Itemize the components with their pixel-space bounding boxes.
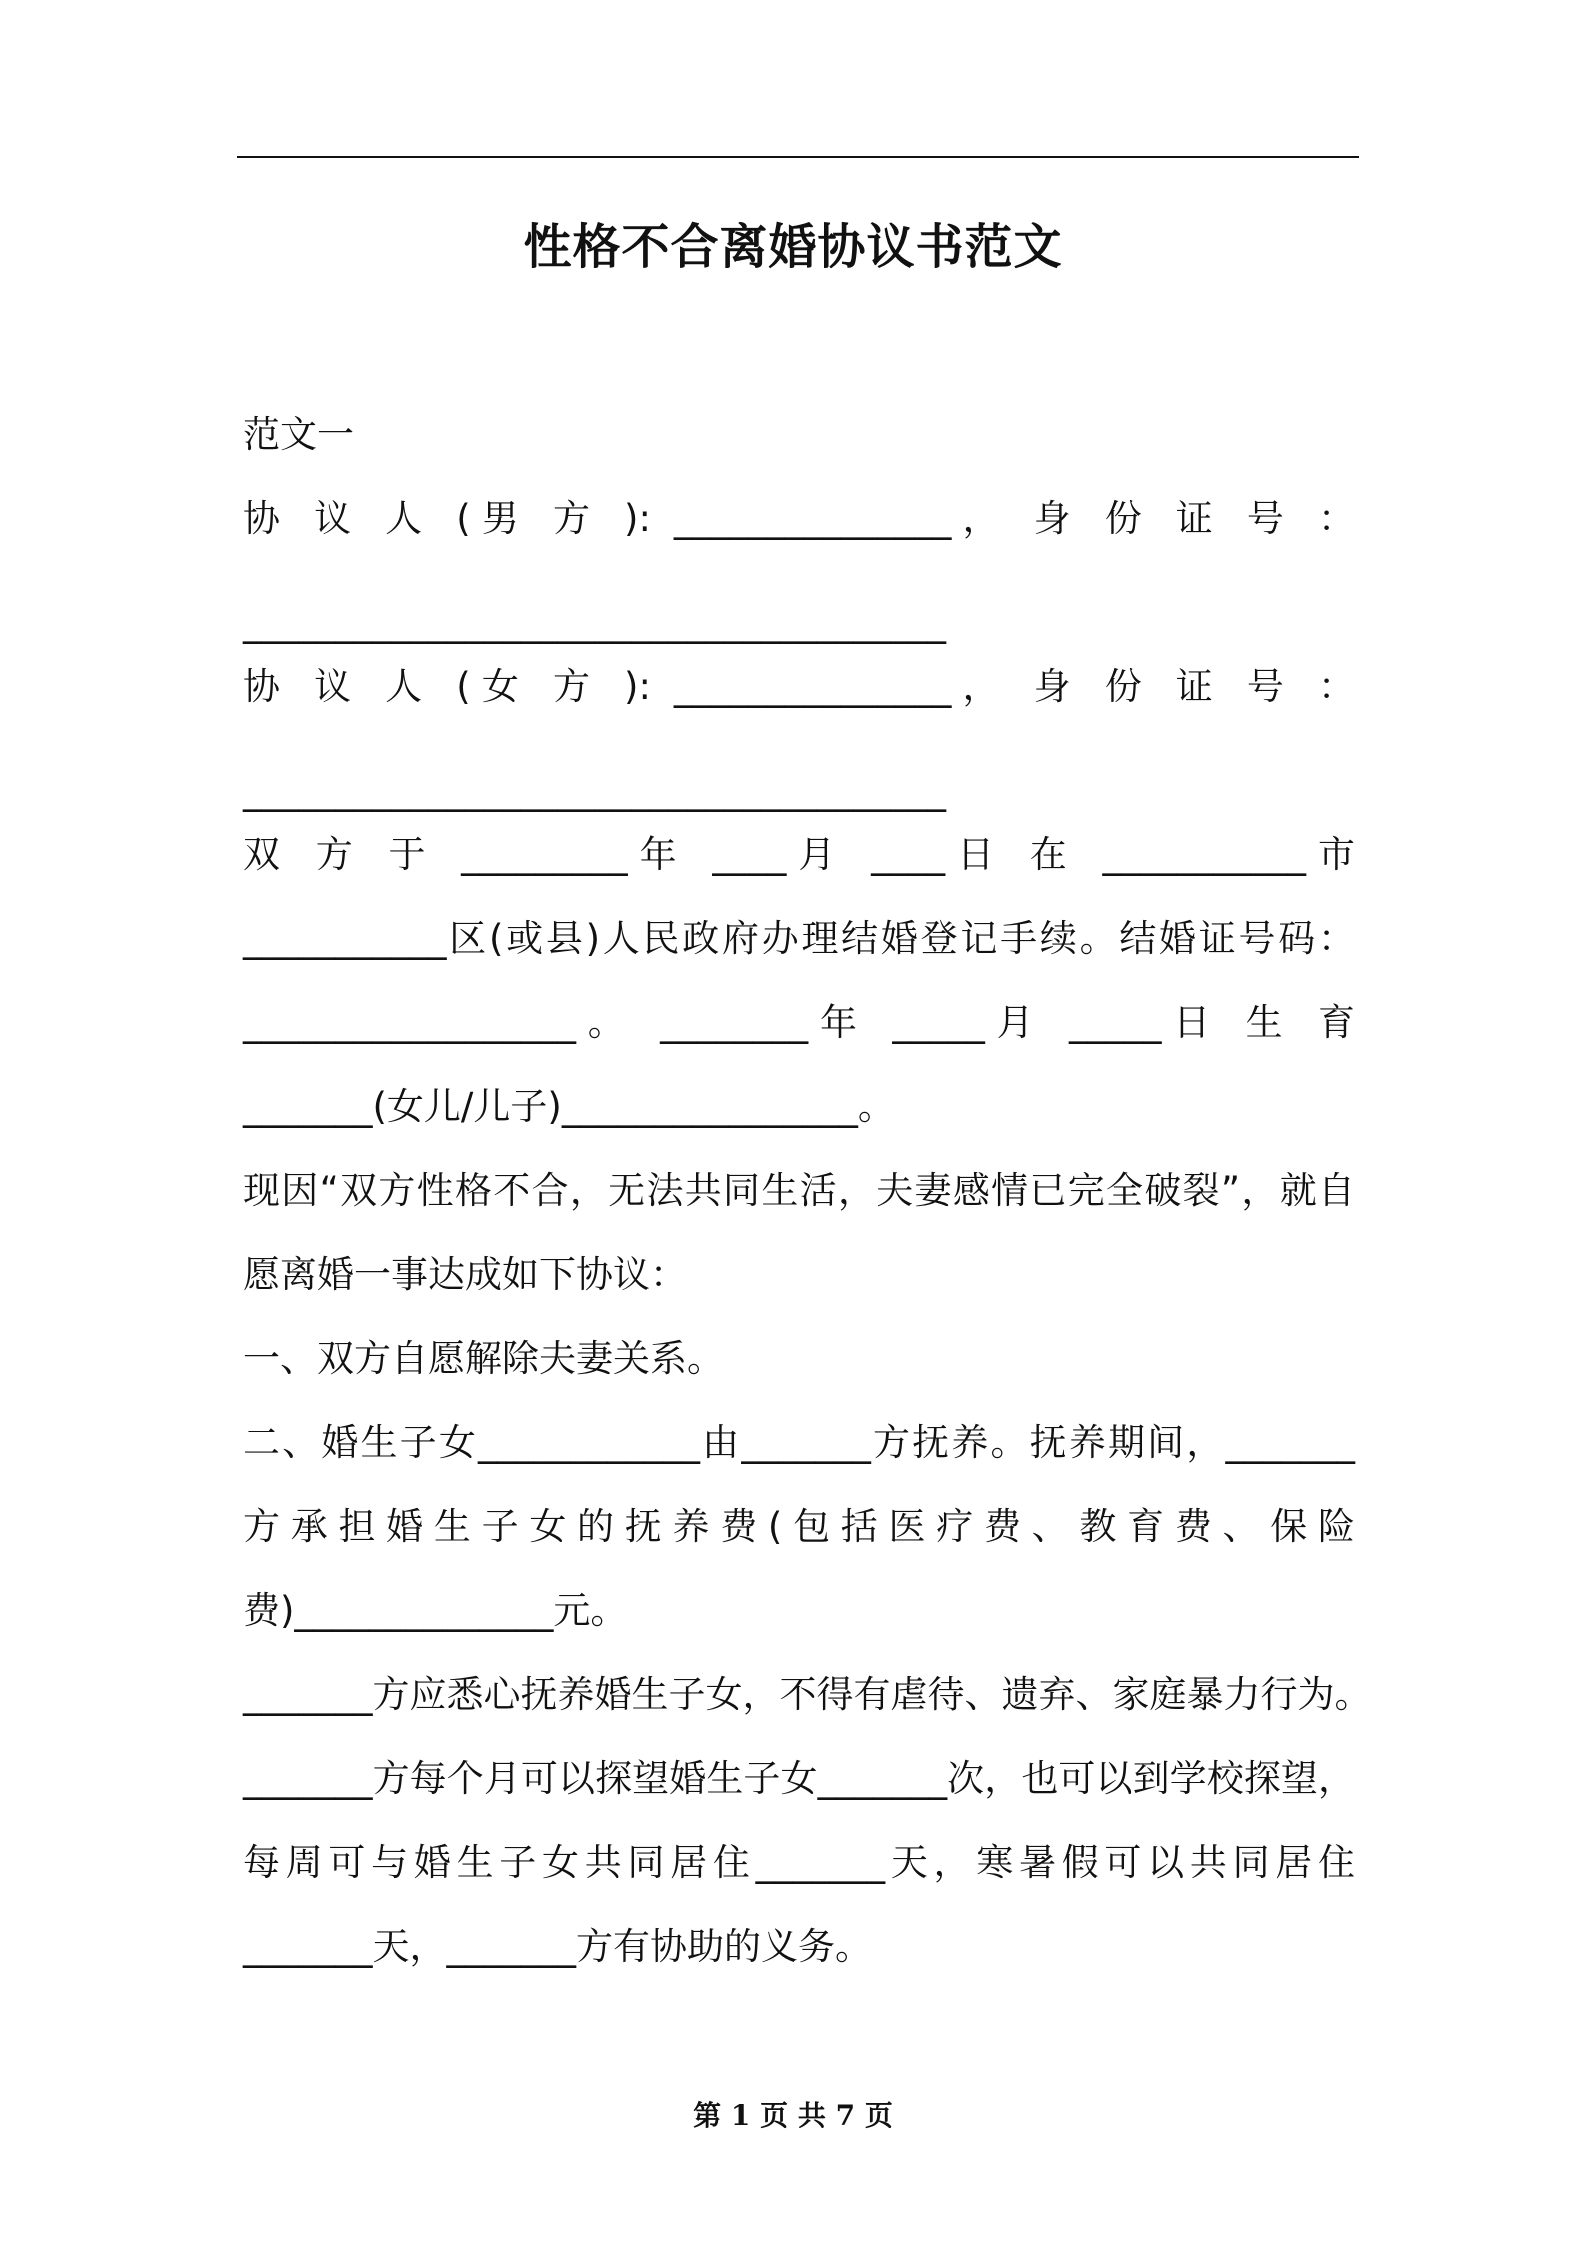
clause-1: 一、双方自愿解除夫妻关系。 <box>243 1337 724 1380</box>
clause-2-line-1: 二、婚生子女____________由_______方抚养。抚养期间，_______ <box>243 1421 1355 1464</box>
header-rule <box>237 156 1359 158</box>
male-id-blank: ______________________________________ <box>243 601 946 644</box>
clause-2-line-2: 方承担婚生子女的抚养费(包括医疗费、教育费、保险 <box>243 1505 1355 1548</box>
male-party-line: 协 议 人 (男 方 ): _______________， 身 份 证 号 ： <box>243 497 1355 540</box>
visit-line-1: _______方每个月可以探望婚生子女_______次，也可以到学校探望， <box>243 1757 1355 1800</box>
marriage-date-line: 双 方 于 _________年 ____月 ____日 在 ___________市 <box>243 833 1355 876</box>
page-footer: 第 1 页 共 7 页 <box>693 2099 893 2132</box>
reason-line-1: 现因“双方性格不合，无法共同生活，夫妻感情已完全破裂”，就自 <box>243 1169 1355 1212</box>
section-heading: 范文一 <box>243 413 354 456</box>
child-line: _______(女儿/儿子)________________。 <box>243 1085 895 1128</box>
female-id-blank: ______________________________________ <box>243 769 946 812</box>
document-title: 性格不合离婚协议书范文 <box>523 219 1063 275</box>
clause-2-line-3: 费)______________元。 <box>243 1589 628 1632</box>
female-party-line: 协 议 人 (女 方 ): _______________， 身 份 证 号 ： <box>243 665 1355 708</box>
birth-date-line: __________________。 ________年 _____月 _____日 生 育 <box>243 1001 1355 1044</box>
reason-line-2: 愿离婚一事达成如下协议： <box>243 1253 687 1296</box>
registration-line: ___________区(或县)人民政府办理结婚登记手续。结婚证号码： <box>243 917 1355 960</box>
visit-line-2: 每周可与婚生子女共同居住_______天，寒暑假可以共同居住 <box>243 1841 1355 1884</box>
visit-line-3: _______天，_______方有协助的义务。 <box>243 1925 872 1968</box>
care-line: _______方应悉心抚养婚生子女，不得有虐待、遗弃、家庭暴力行为。 <box>243 1673 1372 1716</box>
